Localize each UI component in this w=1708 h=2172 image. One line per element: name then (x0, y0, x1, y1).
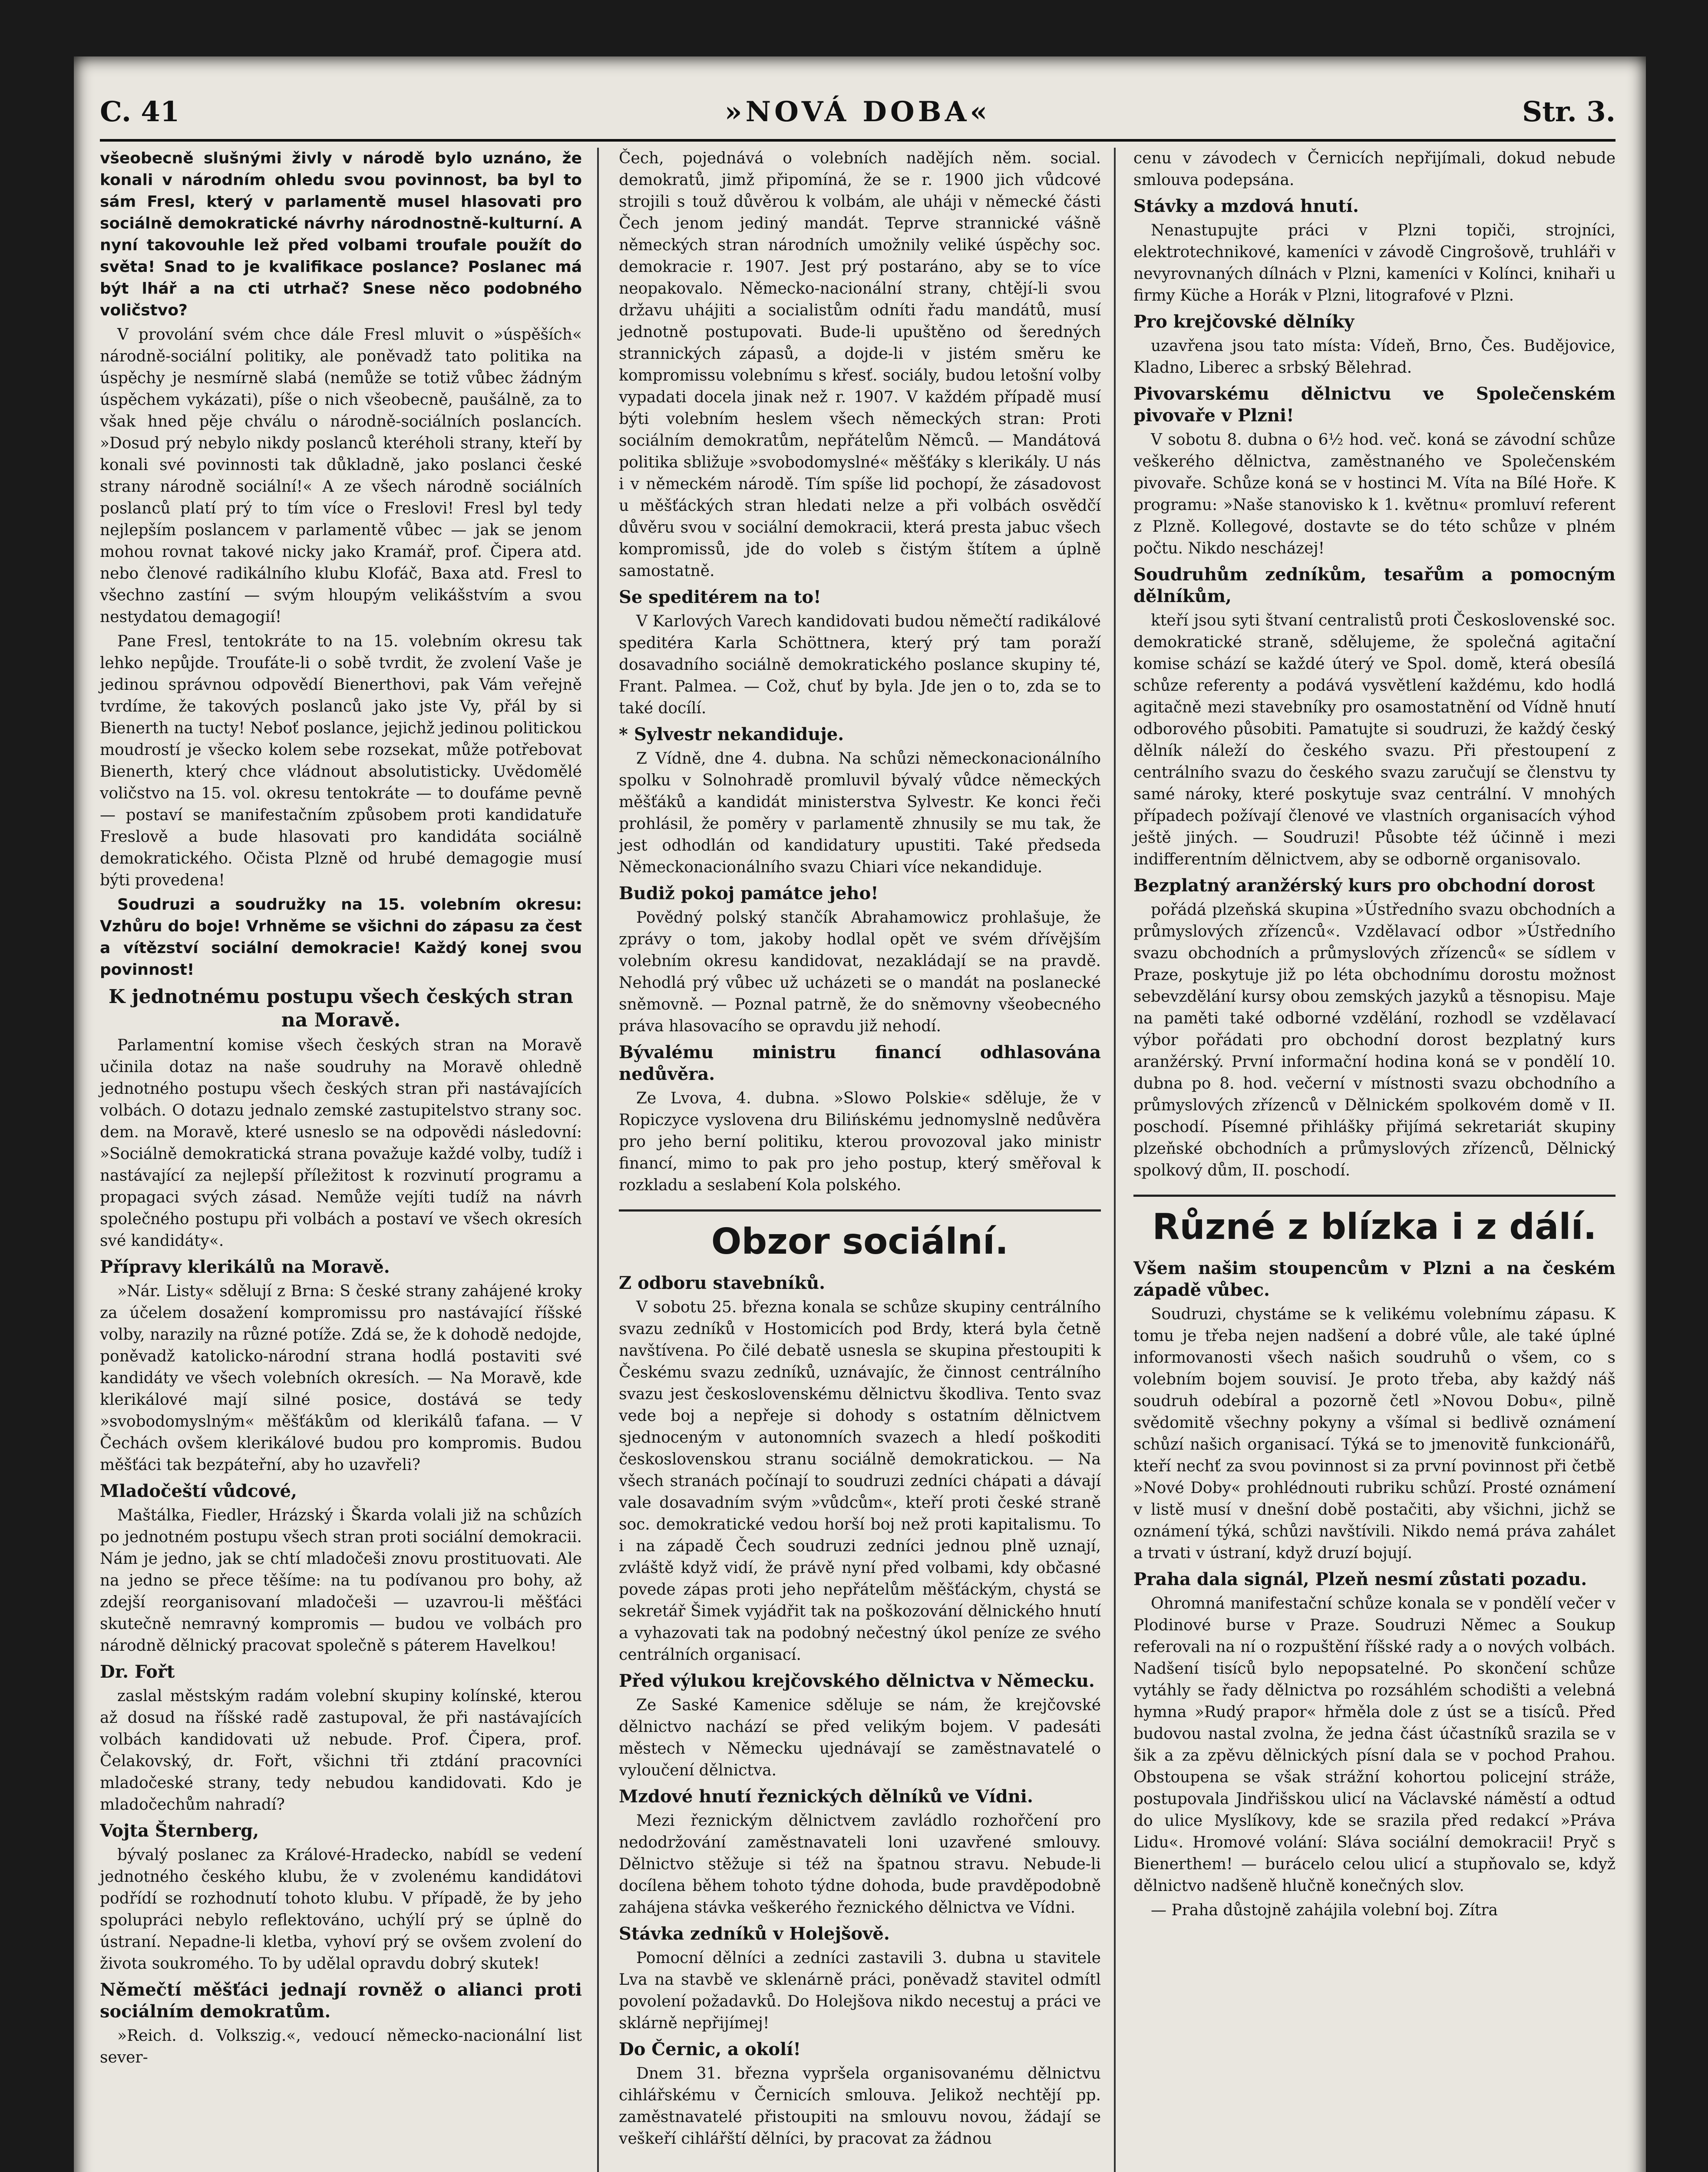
article-heading: * Sylvestr nekandiduje. (619, 724, 844, 745)
article-paragraph: V provolání svém chce dále Fresl mluvit o »úspěších« národně-sociální politiky, ale poněvadž tato politika na úspěchy je nesmírně slabá (nemůže se totiž vůbec žádným úspěchem vykázati), píše o nich všeobecně, paušálně, za to však hned pěje chválu o národně-sociálních poslancích. »Dosud prý nebylo nikdy poslanců kteréholi strany, kteří by konali své povinnosti tak důkladně, jako poslanci české strany národně sociální!« A ze všech národně sociálních poslanců platí prý to tím více o Freslovi! Fresl byl tedy nejlepším poslancem v parlamentě vůbec — jak se jenom mohou rovnat takové nicky jako Kramář, prof. Čipera atd. nebo členové radikálního klubu Klofáč, Baxa atd. Fresl to všechno zastíní — svým hloupým velikášstvím a svou nestydatou demagogií! (100, 326, 582, 626)
article-paragraph: všeobecně slušnými živly v národě bylo uznáno, že konali v národním ohledu svou povinnost, ba byl to sám Fresl, který v parlamentě musel hlasovati pro sociálně demokratické návrhy národnostně-kulturní. A nyní takovouhle lež před volbami troufale použít do světa! Snad to je kvalifikace poslance? Poslanec má být lhář a na cti utrhač? Snese něco podobného voličstvo? (100, 149, 582, 319)
article-heading: Dr. Fořt (100, 1662, 175, 1682)
article-paragraph: »Reich. d. Volkszig.«, vedoucí německo-nacionální list sever- (100, 2027, 582, 2066)
article-paragraph: — Praha důstojně zahájila volební boj. Zítra (1151, 1901, 1498, 1919)
article-paragraph: Ze Saské Kamenice sděluje se nám, že krejčovské dělnictvo nachází se před velikým bojem. V padesáti městech v Německu ujednávají se zaměstnavatelé o vyloučení dělnictva. (619, 1696, 1101, 1779)
article-paragraph: V sobotu 8. dubna o 6½ hod. več. koná se závodní schůze veškerého dělnictva, zaměstnaného ve Společenském pivovaře. Schůze koná se v hostinci M. Víta na Bílé Hoře. K programu: »Naše stanovisko k 1. květnu« promluví referent z Plzně. Kollegové, dostavte se do této schůze v plném počtu. Nikdo nescházej! (1133, 431, 1615, 557)
article-heading: Do Černic, a okolí! (619, 2039, 801, 2059)
article-paragraph: Ze Lvova, 4. dubna. »Slowo Polskie« sděluje, že v Ropiczyce vyslovena dru Bilińskému jednomyslně nedůvěra pro jeho berní politiku, kterou provozoval jako ministr financí, mimo to pak pro jeho postup, který směřoval k rozkladu a seslabení Kola polského. (619, 1089, 1101, 1194)
article-heading: Všem našim stoupencům v Plzni a na českém západě vůbec. (1133, 1258, 1615, 1300)
masthead-title: »NOVÁ DOBA« (724, 96, 991, 128)
article-heading: Vojta Šternberg, (100, 1821, 259, 1841)
article-heading: K jednotnému postupu všech českých stran na Moravě. (109, 986, 573, 1031)
article-paragraph: Povědný polský stančík Abrahamowicz prohlašuje, že zprávy o tom, jakoby hodlal opět ve svém dřívějším volebním okresu kandidovat, nezakládají se na pravdě. Nehodlá prý vůbec už ucházeti se o mandát na poslanecké sněmovně. — Poznal patrně, že do sněmovny všeobecného práva hlasovacího se opravdu již nehodí. (619, 909, 1101, 1035)
article-paragraph: uzavřena jsou tato místa: Vídeň, Brno, Čes. Budějovice, Kladno, Liberec a srbský Bělehrad. (1133, 337, 1615, 377)
article-paragraph: Soudruzi a soudružky na 15. volebním okresu: Vzhůru do boje! Vrhněme se všichni do zápasu za čest a vítězství sociální demokracie! Každý konej svou povinnost! (100, 896, 582, 979)
column-2 (619, 148, 1101, 2152)
article-paragraph: zaslal městským radám volební skupiny kolínské, kterou až dosud na říšské radě zastupoval, že při nastávajících volbách kandidovati už nebude. Prof. Čipera, prof. Čelakovský, dr. Fořt, všichni tři ztdání pracovníci mladočeské strany, tedy nebudou kandidovati. Kdo je mladočechům nahradí? (100, 1687, 582, 1814)
article-heading: Stávky a mzdová hnutí. (1133, 196, 1359, 216)
article-heading: Mladočeští vůdcové, (100, 1481, 297, 1501)
article-heading: Stávka zedníků v Holejšově. (619, 1924, 890, 1944)
article-paragraph: Nenastupujte práci v Plzni topiči, strojníci, elektrotechnikové, kameníci v závodě Cingrošově, truhláři v nevyrovnaných dílnách v Plzni, kameníci v Kolínci, knihaři u firmy Küche a Horák v Plzni, litografové v Plzni. (1133, 222, 1615, 305)
article-paragraph: pořádá plzeňská skupina »Ústředního svazu obchodních a průmyslových zřízenců«. Vzdělavací odbor »Ústředního svazu obchodních a průmyslových zřízenců« se sídlem v Praze, poskytuje již po léta obchodnímu dorostu možnost sebevzdělání kursy obou zemských jazyků a těsnopisu. Maje na paměti také odborné vzdělání, rozhodl se vzdělavací výbor pořádati pro obchodní dorost bezplatný kurs aranžérský. První informační hodina koná se v pondělí 10. dubna po 8. hod. večerní v místnosti svazu obchodního a průmyslových zřízenců v Dělnickém spolkovém domě v II. poschodí. Písemné přihlášky přijímá sekretariát skupiny plzeňské obchodních a průmyslových zřízenců, Dělnický spolkový dům, II. poschodí. (1133, 901, 1615, 1179)
article-heading: Mzdové hnutí řeznických dělníků ve Vídni. (619, 1786, 1033, 1807)
article-heading: Němečtí měšťáci jednají rovněž o alianci proti sociálním demokratům. (100, 1980, 582, 2022)
article-paragraph: V sobotu 25. března konala se schůze skupiny centrálního svazu zedníků v Hostomicích pod Brdy, která byla četně navštívena. Po čilé debatě usnesla se skupina přestoupiti k Českému svazu zedníků, uznávajíc, že činnost centrálního svazu jest československému dělnictvu škodliva. Tento svaz vede boj a nepřeje si dohody s ostatním dělnictvem sjednoceným v autonomních svazech a hledí poškoditi československou stranu sociálně demokratickou. — Na všech stranách počínají to soudruzi zedníci chápati a dávají vale dosavadním svým »vůdcům«, kteří proti české straně soc. demokratické vedou horší boj než proti kapitalismu. To i na západě Čech soudruzi zedníci jednou plně uznají, zvláště když vidí, že právě nyní před volbami, kdy občasné povede zápas proti jeho nepřátelům měšťáckým, chystá se sekretář Šimek vyjádřit tak na poškozování dělnického hnutí a vyhazovati tak na podobný nečestný úkol peníze ze svého centrálních organisací. (619, 1298, 1101, 1664)
article-heading: Přípravy klerikálů na Moravě. (100, 1257, 390, 1277)
article-heading: Soudruhům zedníkům, tesařům a pomocným dělníkům, (1133, 564, 1615, 606)
article-heading: Se speditérem na to! (619, 587, 821, 607)
article-heading: Budiž pokoj památce jeho! (619, 883, 879, 904)
column-3 (1133, 148, 1615, 1924)
article-paragraph: Pomocní dělníci a zedníci zastavili 3. dubna u stavitele Lva na stavbě ve sklenárně práci, poněvadž stavitel odmítl povolení požadavků. Do Holejšova nikdo necestuj a práci ve sklárně nepřijímej! (619, 1949, 1101, 2032)
article-paragraph: »Nár. Listy« sdělují z Brna: S české strany zahájené kroky za účelem dosažení kompromissu pro nastávající říšské volby, narazily na různé potíže. Zdá se, že k dohodě nedojde, poněvadž katolicko-národní strana hodlá postaviti své kandidáty ve všech volebních okresích. — Na Moravě, kde klerikálové mají silné posice, dostává se tedy »svobodomyslným« měšťákům od klerikálů ťafana. — V Čechách ovšem klerikálové budou pro kompromis. Budou měšťáci tak bezpáteřní, aby ho uzavřeli? (100, 1282, 582, 1474)
article-heading: Praha dala signál, Plzeň nesmí zůstati pozadu. (1133, 1569, 1587, 1589)
article-paragraph: V Karlových Varech kandidovati budou němečtí radikálové speditéra Karla Schöttnera, který prý tam poraží dosavadního sociálně demokratického poslance skupiny té, Frant. Palmea. — Což, chuť by byla. Jde jen o to, zda se to také docílí. (619, 613, 1101, 717)
article-paragraph: bývalý poslanec za Králové-Hradecko, nabídl se vedení jednotného českého klubu, že v zvolenému kandidátovi podřídí se rozhodnutí tohoto klubu. V případě, že by jeho spolupráci nebylo reflektováno, uchýlí prý se úplně do ústraní. Nepadne-li kletba, vyhoví prý se ovšem zvolení do života soukromého. To by udělal opravdu dobrý skutek! (100, 1846, 582, 1973)
column-rule (1114, 148, 1116, 2172)
article-paragraph: Maštálka, Fiedler, Hrázský i Škarda volali již na schůzích po jednotném postupu všech stran proti sociální demokracii. Nám je jedno, jak se chtí mladočeši znovu prostituovati. Ale na jedno se přece těšíme: na tu podívanou pro bohy, až zdejší reorganisovaní mladočeši — uzavrou-li měšťáci skutečně nemravný kompromis — budou ve volbách pro národně dělnický pracovat společně s páterem Havelkou! (100, 1506, 582, 1655)
page-header (100, 87, 1615, 142)
article-paragraph: Dnem 31. března vypršela organisovanému dělnictvu cihlářskému v Černicích smlouva. Jelikož nechtějí pp. zaměstnavatelé přistoupiti na smlouvu novou, žádají se veškeří cihlářští dělníci, by pracovat za žádnou (619, 2065, 1101, 2148)
issue-number: C. 41 (100, 96, 180, 128)
article-paragraph: Čech, pojednává o volebních nadějích něm. social. demokratů, jimž připomíná, že se r. 1900 jich vůdcové strojili s touž důvěrou k volbám, ale uháji v německé části Čech jenom jediný mandát. Teprve strannické vášně německých stran národních umožnily veliké úspěchy soc. demokracie r. 1907. Jest prý postaráno, aby se to více neopakovalo. Německo-nacionální strany, chtějí-li svou državu uhájiti a socialistům odníti řadu mandátů, musí jednotně postupovati. Bude-li upuštěno od šeredných strannických zápasů, a dojde-li v jistém směru ke kompromissu volebnímu s křesť. sociály, budou letošní volby vypadati docela jinak než r. 1907. V každém případě musí býti volebním heslem všech německých stran: Proti sociálním demokratům, nepřátelům Němců. — Mandátová politika sbližuje »svobodomyslné« měšťáky s klerikály. U nás i v německém národě. Tím spíše lid pochopí, že zásadovost u měšťáckých stran hledati nelze a při volbách osvědčí důvěru svou v sociální demokracii, která presta jabuc všech kompromissů, jde do voleb s čistým štítem a úplně samostatně. (619, 149, 1101, 580)
article-paragraph: Ohromná manifestační schůze konala se v pondělí večer v Plodinové burse v Praze. Soudruzi Němec a Soukup referovali na ní o rozpuštění říšské rady a o nových volbách. Nadšení tisíců bylo nepopsatelné. Po skončení schůze vytáhly se řady dělnictva po rozsáhlém schodišti a velebná hymna »Rudý prapor« hřměla dole z úst se a tisíců. Před budovou nastal zvolna, že jedna část účastníků srazila se v šik a za zpěvu dělnických písní dala se v pochod Prahou. Obstoupena se však strážní kohortou policejní stráže, postupovala Jindřišskou ulicí na Václavské náměstí a odtud do ulice Myslíkovy, kde se srazila před redakcí »Práva Lidu«. Hromové volání: Sláva sociální demokracii! Pryč s Bienerthem! — burácelo celou ulicí a stupňovalo se, když dělnictvo nadšeně hlučně konečných slov. (1133, 1595, 1615, 1895)
article-paragraph: Soudruzi, chystáme se k velikému volebnímu zápasu. K tomu je třeba nejen nadšení a dobré vůle, ale také úplné informovanosti všech našich soudruhů o všem, co s volebním bojem souvisí. Je proto třeba, aby každý náš soudruh odebíral a pozorně četl »Novou Dobu«, pilně svědomitě všechny pokyny a všímal si bedlivě oznámení schůzí našich organisací. Týká se to jmenovitě funkcionářů, kteří nechť za svou povinnost si za první povinnost při četbě »Nové Doby« prohlédnouti rubriku schůzí. Prosté oznámení v listě musí v dnešní době postačiti, aby všichni, jichž se oznámení týká, schůzi navštívili. Nikdo nemá práva zahálet a trvati v ústraní, když druzí bojují. (1133, 1305, 1615, 1562)
article-heading: Z odboru stavebníků. (619, 1273, 826, 1293)
section-title: Různé z blízka i z dálí. (1133, 1195, 1615, 1249)
page-number: Str. 3. (1522, 96, 1615, 128)
article-heading: Pro krejčovské dělníky (1133, 311, 1355, 332)
article-paragraph: cenu v závodech v Černicích nepřijímali, dokud nebude smlouva podepsána. (1133, 149, 1615, 189)
column-1 (100, 148, 582, 2071)
column-rule (597, 148, 599, 2172)
newspaper-page (74, 56, 1646, 2172)
article-paragraph: kteří jsou syti štvaní centralistů proti Československé soc. demokratické straně, sdělujeme, že společná agitační komise schází se každé úterý ve Spol. domě, která obesílá schůze referenty a podává vysvětlení každému, kdo hodlá agitačně mezi stavebníky pro osamostatnění od Vídně hnutí odborového působiti. Pamatujte si soudruzi, že každý český dělník náleží do českého svazu. Při přestoupení z centrálního svazu do českého svazu zaručují se členstvu ty samé nároky, které poskytuje svaz centrální. V mnohých případech požívají členové ve vlastních organisacích výhod ještě jiných. — Soudruzi! Působte též účinně i mezi indifferentním dělnictvem, aby se odborně organisovalo. (1133, 612, 1615, 868)
article-paragraph: Pane Fresl, tentokráte to na 15. volebním okresu tak lehko nepůjde. Troufáte-li o sobě tvrdit, že zvolení Vaše je jedinou správnou odpovědí Bienerthovi, pak Vám veřejně tvrdíme, že takových poslanců jako jste Vy, přál by si Bienerth na tucty! Neboť poslance, jejichž jedinou politickou moudrostí je všecko kolem sebe rozsekat, může potřebovat Bienerth, který chce vládnout absolutisticky. Uvědomělé voličstvo na 15. vol. okresu tentokráte — to doufáme pevně — postaví se manifestačním způsobem proti kandidatuře Freslově a bude hlasovati pro kandidáta sociálně demokratického. Očista Plzně od hrubé demagogie musí býti provedena! (100, 632, 582, 889)
article-paragraph: Z Vídně, dne 4. dubna. Na schůzi německonacionálního spolku v Solnohradě promluvil bývalý vůdce německých měšťáků a kandidát ministerstva Sylvestr. Ke konci řeči prohlásil, že poměry v parlamentě zhnusily se mu tak, že jest odhodlán od kandidatury upustiti. Také předseda Německonacionálního svazu Chiari více nekandiduje. (619, 750, 1101, 876)
section-title: Obzor sociální. (619, 1209, 1101, 1264)
article-heading: Bývalému ministru financí odhlasována nedůvěra. (619, 1042, 1101, 1084)
article-heading: Bezplatný aranžérský kurs pro obchodní dorost (1133, 875, 1595, 896)
article-paragraph: Parlamentní komise všech českých stran na Moravě učinila dotaz na naše soudruhy na Moravě ohledně jednotného postupu všech českých stran při nastávajících volbách. O dotazu jednalo zemské zastupitelstvo strany soc. dem. na Moravě, které usneslo se na odpovědi následovní: »Sociálně demokratická strana považuje každé volby, tudíž i nastávající za nejlepší příležitost k rozvinutí programu a propagaci svých zásad. Nemůže vejíti tudíž na návrh společného postupu při volbách a postaví ve všech okresích své kandidáty«. (100, 1036, 582, 1250)
article-paragraph: Mezi řeznickým dělnictvem zavládlo rozhořčení pro nedodržování zaměstnavateli loni uzavřené smlouvy. Dělnictvo stěžuje si též na špatnou stravu. Nebude-li docílena během tohoto týdne dohoda, bude pravděpodobně zahájena stávka veškerého řeznického dělnictva ve Vídni. (619, 1812, 1101, 1917)
article-heading: Pivovarskému dělnictvu ve Společenském pivovaře v Plzni! (1133, 384, 1615, 426)
article-heading: Před výlukou krejčovského dělnictva v Německu. (619, 1671, 1095, 1691)
